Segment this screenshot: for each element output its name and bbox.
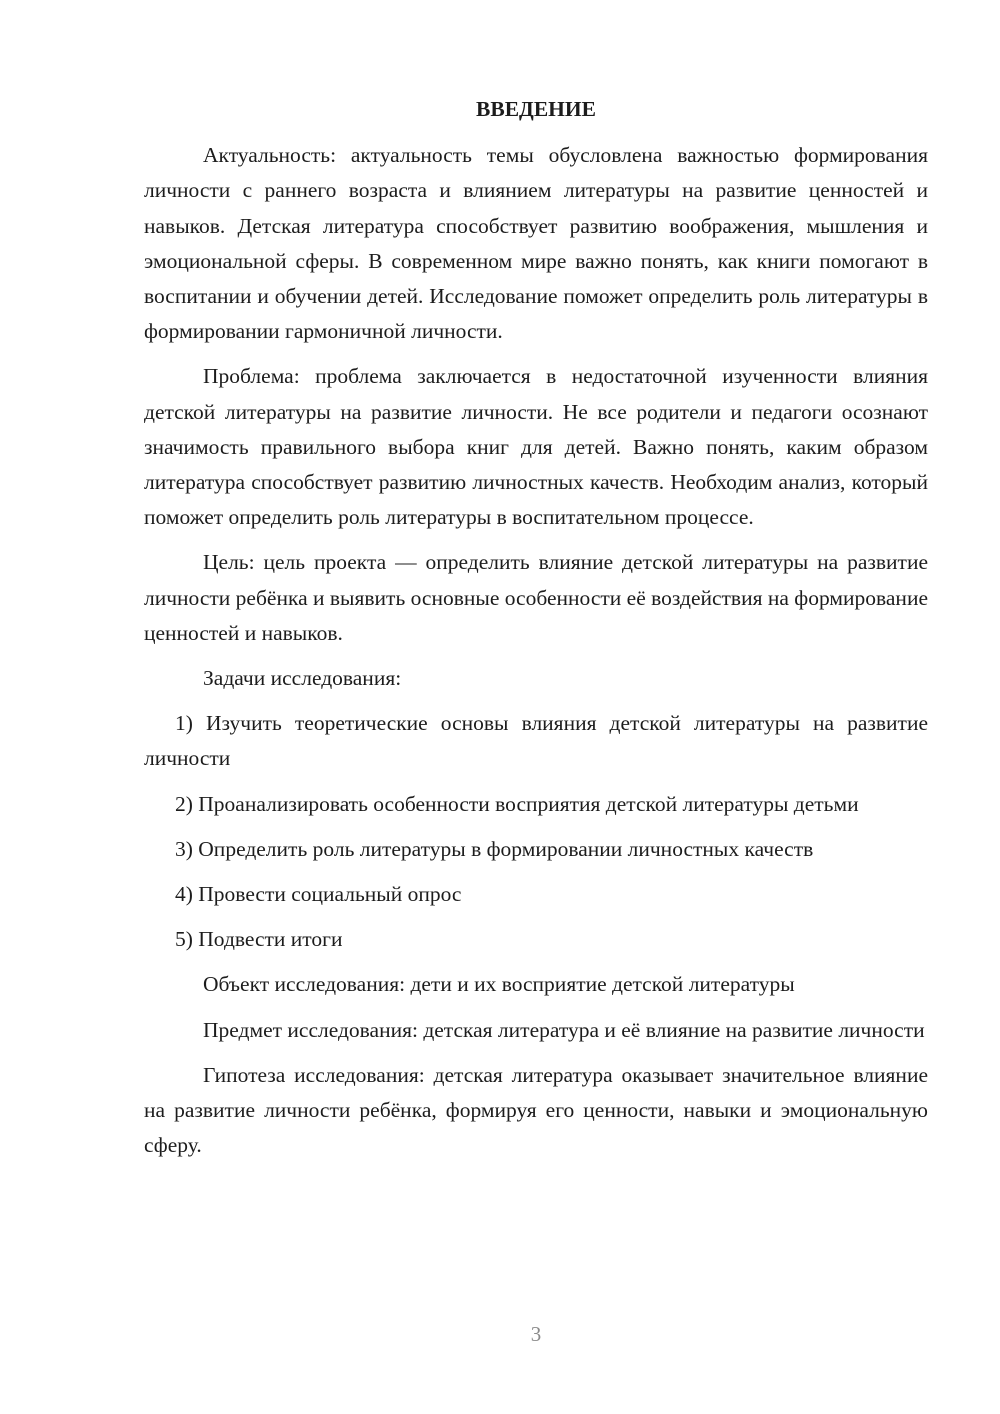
task-item: 1) Изучить теоретические основы влияния детской литературы на развитие личности: [144, 711, 928, 771]
hypothesis-paragraph: Гипотеза исследования: детская литература оказывает значительное влияние на развитие личности ребёнка, формируя его ценности, навыки и эмоциональную сферу.: [144, 1062, 928, 1158]
page-number: 3: [530, 1322, 542, 1346]
section-heading: ВВЕДЕНИЕ: [476, 97, 596, 121]
goal-paragraph: Цель: цель проекта — определить влияние детской литературы на развитие личности ребёнка и выявить основные особенности её воздействия на формирование ценностей и навыков.: [144, 550, 928, 645]
problem-paragraph: Проблема: проблема заключается в недостаточной изученности влияния детской литературы на развитие личности. Не все родители и педагоги осознают значимость правильного выбора книг для детей. Важно понять, каким образом литература способствует развитию личностных качеств. Необходим анализ, который поможет определить роль литературы в воспитательном процессе.: [144, 364, 928, 530]
task-item: 4) Провести социальный опрос: [175, 882, 462, 907]
task-item: 5) Подвести итоги: [175, 927, 343, 952]
tasks-title: Задачи исследования:: [203, 666, 402, 691]
relevance-paragraph: Актуальность: актуальность темы обусловлена важностью формирования личности с раннего возраста и влиянием литературы на развитие ценностей и навыков. Детская литература способствует развитию воображения, мышления и эмоциональной сферы. В современном мире важно понять, как книги помогают в воспитании и обучении детей. Исследование поможет определить роль литературы в формировании гармоничной личности.: [144, 143, 928, 344]
task-item: 3) Определить роль литературы в формировании личностных качеств: [175, 836, 814, 861]
task-item: 2) Проанализировать особенности восприятия детской литературы детьми: [175, 791, 859, 816]
subject-paragraph: Предмет исследования: детская литература и её влияние на развитие личности: [203, 1017, 925, 1042]
page-content: [144, 92, 928, 1173]
object-paragraph: Объект исследования: дети и их восприятие детской литературы: [203, 972, 795, 997]
